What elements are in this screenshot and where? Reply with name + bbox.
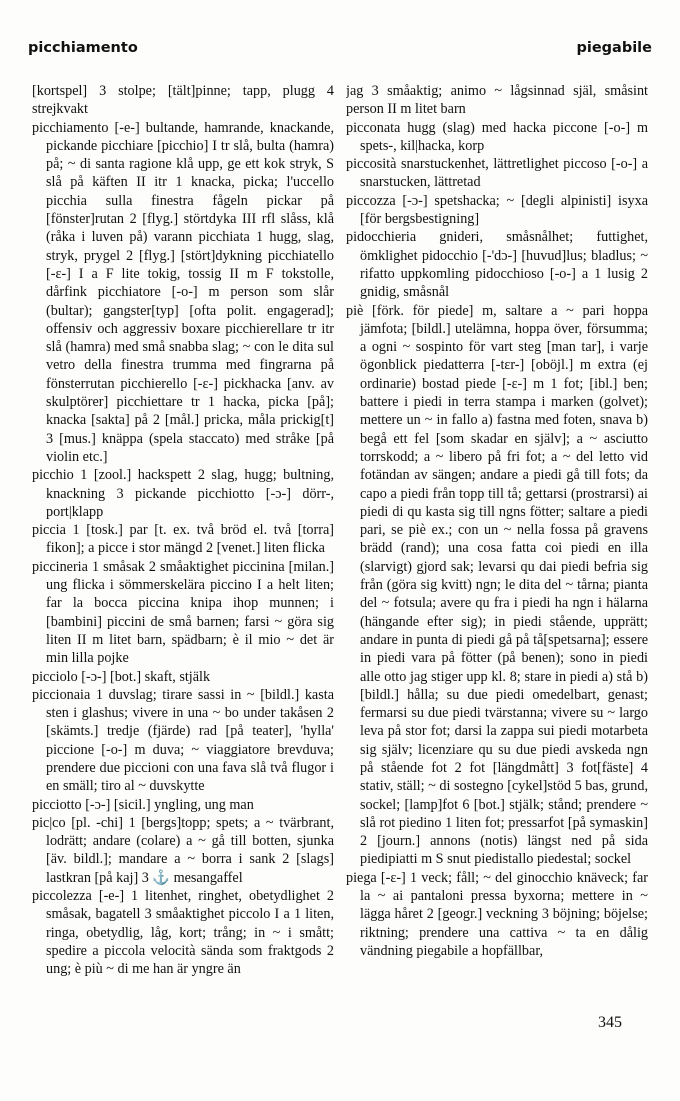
running-head [28,40,652,60]
dictionary-entry: piccolezza [-e-] 1 litenhet, ringhet, obetydlighet 2 småsak, bagatell 3 småaktighet piccolo I a 1 liten, ringa, obetydlig, låg, kort; trång; in ~ i smått; spedire a piccola velocità sända som fraktgods 2 ung; è più ~ di me han är yngre än [32,888,334,978]
dictionary-entry: jag 3 småaktig; animo ~ lågsinnad själ, småsint person II m litet barn [346,83,648,118]
header-right-word: piegabile [576,40,652,56]
header-left-word: picchiamento [28,40,138,56]
dictionary-entry: pidocchieria gnideri, småsnålhet; futtighet, ömklighet pidocchio [-'dɔ-] [huvud]lus; bladlus; ~ rifatto uppkomling pidocchioso [-o-] a 1 lusig 2 gnidig, småsnål [346,229,648,301]
page-number: 345 [598,1014,622,1031]
dictionary-entry: piccia 1 [tosk.] par [t. ex. två bröd el. två [torra] fikon]; a picce i stor mängd 2 [venet.] liten flicka [32,522,334,557]
dictionary-entry: picciolo [-ɔ-] [bot.] skaft, stjälk [32,668,211,685]
dictionary-entry: picciotto [-ɔ-] [sicil.] yngling, ung man [32,796,254,813]
dictionary-entry: picchiamento [-e-] bultande, hamrande, knackande, pickande picchiare [picchio] I tr slå, bulta (hamra) på; ~ di santa ragione klå upp, ge ett kok stryk, S slå på käften II itr 1 knacka, picka; l'uccello picchia sulla finestra fågeln pickar på [fönster]rutan 2 [flyg.] störtdyka III rfl slåss, klå (råka i luven på) varann picchiata 1 hugg, slag, stryk, prygel 2 [flyg.] [stört]dykning picchiatello [-ε-] I a F lite tokig, tossig II m F tokstolle, dårfink picchiatore [-o-] m person som slår (bultar); gangster[typ] [ofta polit. engagerad]; offensiv och aggressiv boxare picchierellare tr itr slå (hamra) med små snabba slag; ~ con le dita sul vetro della finestra trumma med fingrarna på fönsterrutan picchierello [-ε-] pickhacka [anv. av skulptörer] picchiettare tr 1 hacka, picka [på]; knacka [sakta] på 2 [mål.] pricka, måla prickig[t] 3 [mus.] knäppa (spela staccato) med stråke [på violin etc.] [32,119,334,465]
dictionary-entry: piccineria 1 småsak 2 småaktighet piccinina [milan.] ung flicka i sömmerskelära piccino I a helt liten; far la bocca piccina knipa ihop munnen; i [bambini] piccini de små barnen; farsi ~ göra sig liten II m litet barn, spädbarn; è il mio ~ det är min lilla pojke [32,558,334,667]
dictionary-entry: piccosità snarstuckenhet, lättretlighet piccoso [-o-] a snarstucken, lättretad [346,156,648,191]
dictionary-entry: piccozza [-ɔ-] spetshacka; ~ [degli alpinisti] isyxa [för bergsbestigning] [346,192,648,228]
left-column [32,82,334,1042]
dictionary-entry: picconata hugg (slag) med hacka piccone [-o-] m spets-, kil|hacka, korp [346,119,648,154]
dictionary-entry: piè [förk. för piede] m, saltare a ~ pari hoppa jämfota; [bildl.] utelämna, hoppa över, försumma; a ogni ~ sospinto för vart steg [man tar], i varje ögonblick piedatterra [-tεr-] [oböjl.] m extra (ej ordinarie) bostad piede [-ε-] m 1 fot; [ibl.] ben; battere i piedi in terra stampa i marken (golvet); mettere un ~ in fallo a) fastna med foten, snava b) begå ett fel [som skadar en själv]; a ~ asciutto torrskodd; a ~ libero på fri fot; a ~ del letto vid fotändan av sängen; andare a piedi gå till fots; da capo a piedi från topp till tå; gettarsi (prostrarsi) ai piedi di qu kasta sig till ngns fötter; saltare a piedi pari, se piè ex.; con un ~ nella fossa på gravens brädd (rand); una cosa fatta coi piedi en illa (slarvigt) gjord sak; levarsi qu dai piedi befria sig från (göra sig kvitt) ngn; le dita del ~ tårna; pianta del ~ fotsula; avere qu fra i piedi ha ngn i hälarna (hängande efter sig); in piedi stående, upprätt; andare in punta di piedi gå på tå[spetsarna]; essere in piedi vara på fötter (på benen); sono in piedi alle otto jag stiger upp kl. 8; stare in piedi a) stå b) [bildl.] hålla; su due piedi omedelbart, genast; fermarsi su due piedi tvärstanna; vivere su ~ largo leva på stor fot; darsi la zappa sui piedi motarbeta sig själv; licenziare qu su due piedi avskeda ngn på stående fot 2 fot [längdmått] 3 fot[fäste] 4 stativ, ställ; ~ di sostegno [cykel]stöd 5 bas, grund, sockel; [lamp]fot 6 [bot.] stjälk; stånd; prendere ~ slå rot piedino 1 liten fot; pressarfot [på symaskin] 2 [journ.] annons (notis) längst ned på sida piedipiatti m S snut piedistallo piedestal; sockel [346,302,648,868]
dictionary-entry: picchio 1 [zool.] hackspett 2 slag, hugg; bultning, knackning 3 pickande picchiotto [-ɔ-] dörr-, port|klapp [32,467,334,520]
dictionary-entry: piccionaia 1 duvslag; tirare sassi in ~ [bildl.] kasta sten i glashus; vivere in una ~ bo under takåsen 2 [skämts.] tredje (fjärde) rad [på teater], 'hylla' piccione [-o-] m duva; ~ viaggiatore brevduva; prendere due piccioni con una fava slå två flugor i en smäll; tiro al ~ duvskytte [32,686,334,795]
dictionary-entry: pic|co [pl. -chi] 1 [bergs]topp; spets; a ~ tvärbrant, lodrätt; andare (colare) a ~ gå till botten, sjunka [äv. bildl.]; mandare a ~ borra i sank 2 [slags] lastkran [på kaj] 3 ⚓ mesangaffel [32,814,334,886]
dictionary-entry: [kortspel] 3 stolpe; [tält]pinne; tapp, plugg 4 strejkvakt [32,83,334,118]
right-column [346,82,648,1042]
dictionary-entry: piega [-ε-] 1 veck; fåll; ~ del ginocchio knäveck; far la ~ ai pantaloni pressa byxorna; mettere in ~ lägga håret 2 [geogr.] veckning 3 böjning; böjelse; riktning; prendere una cattiva ~ ta en dålig vändning piegabile a hopfällbar, [346,869,648,959]
